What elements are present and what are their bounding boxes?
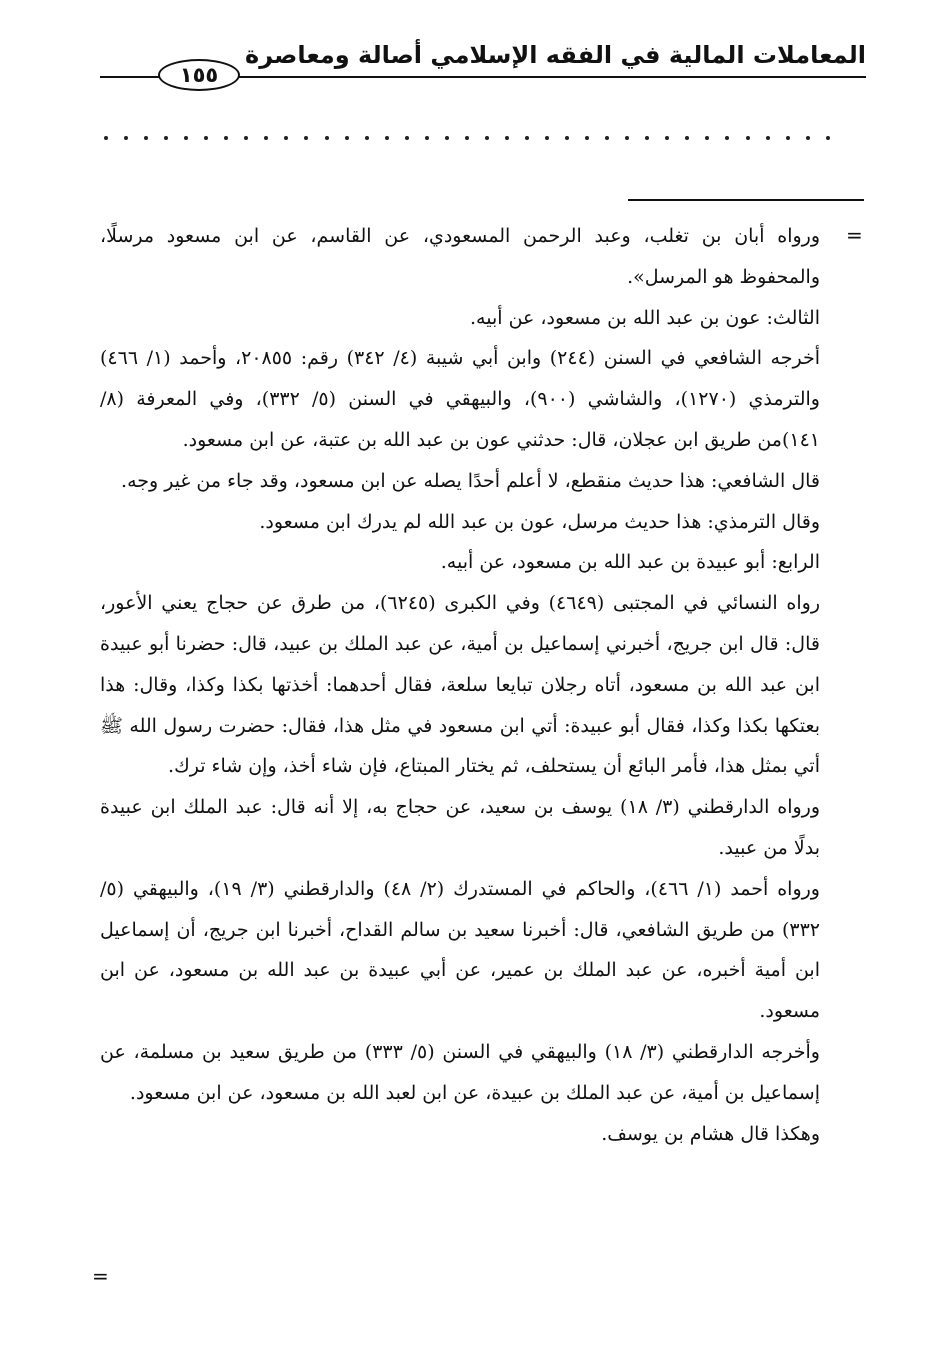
paragraph-1: ورواه أبان بن تغلب، وعبد الرحمن المسعودي، عن القاسم، عن ابن مسعود مرسلًا، والمحفوظ هو المرسل».: [100, 225, 820, 288]
separator-dot: [144, 136, 148, 140]
separator-dot: [405, 136, 409, 140]
separator-dot: [746, 136, 750, 140]
paragraph-5: وقال الترمذي: هذا حديث مرسل، عون بن عبد الله لم يدرك ابن مسعود.: [259, 510, 820, 533]
separator-dot: [425, 136, 429, 140]
separator-dot: [365, 136, 369, 140]
separator-dot: [485, 136, 489, 140]
separator-dot: [184, 136, 188, 140]
separator-dot: [465, 136, 469, 140]
footnote-rule: [628, 199, 864, 201]
separator-dot: [786, 136, 790, 140]
paragraph-4: قال الشافعي: هذا حديث منقطع، لا أعلم أحدًا يصله عن ابن مسعود، وقد جاء من غير وجه.: [121, 469, 820, 492]
separator-dot: [525, 136, 529, 140]
separator-dot: [104, 136, 108, 140]
paragraph-11: وهكذا قال هشام بن يوسف.: [601, 1122, 820, 1145]
separator-dot: [665, 136, 669, 140]
separator-dot: [284, 136, 288, 140]
separator-dot: [445, 136, 449, 140]
paragraph-6: الرابع: أبو عبيدة بن عبد الله بن مسعود، عن أبيه.: [440, 551, 820, 574]
paragraph-9: ورواه أحمد (١/ ٤٦٦)، والحاكم في المستدرك (٢/ ٤٨) والدارقطني (٣/ ١٩)، والبيهقي (٥/ ٣٣٢) من طريق الشافعي، قال: أخبرنا سعيد بن سالم القداح، أخبرنا ابن جريج، أن إسماعيل ابن أمية أخبره، عن عبد الملك بن عمير، عن أبي عبيدة بن عبد الله بن مسعود، عن ابن مسعود.: [100, 877, 820, 1023]
separator-dot: [505, 136, 509, 140]
paragraph-7: رواه النسائي في المجتبى (٤٦٤٩) وفي الكبرى (٦٢٤٥)، من طرق عن حجاج يعني الأعور، قال: قال ابن جريج، أخبرني إسماعيل بن أمية، عن عبد الملك بن عبيد، قال: حضرنا أبو عبيدة ابن عبد الله بن مسعود، أتاه رجلان تبايعا سلعة، فقال أحدهما: أخذتها بكذا وكذا، وقال: هذا بعتكها بكذا وكذا، فقال أبو عبيدة: أتي ابن مسعود في مثل هذا، فقال: حضرت رسول الله ﷺ أتي بمثل هذا، فأمر البائع أن يستحلف، ثم يختار المبتاع، فإن شاء أخذ، وإن شاء ترك.: [100, 592, 821, 778]
separator-dot: [766, 136, 770, 140]
separator-dot: [224, 136, 228, 140]
separator-dot: [164, 136, 168, 140]
continuation-mark-bottom: =: [92, 1264, 109, 1288]
separator-dot: [645, 136, 649, 140]
separator-dot: [124, 136, 128, 140]
page-number-badge: ١٥٥: [158, 59, 240, 91]
separator-dot: [304, 136, 308, 140]
dotted-separator: [104, 136, 830, 140]
separator-dot: [826, 136, 830, 140]
separator-dot: [264, 136, 268, 140]
separator-dot: [244, 136, 248, 140]
footnote-text: [100, 216, 820, 1154]
separator-dot: [705, 136, 709, 140]
separator-dot: [625, 136, 629, 140]
separator-dot: [605, 136, 609, 140]
separator-dot: [685, 136, 689, 140]
separator-dot: [385, 136, 389, 140]
separator-dot: [325, 136, 329, 140]
paragraph-10: وأخرجه الدارقطني (٣/ ١٨) والبيهقي في السنن (٥/ ٣٣٣) من طريق سعيد بن مسلمة، عن إسماعيل بن أمية، عن عبد الملك بن عبيدة، عن ابن لعبد الله بن مسعود، عن ابن مسعود.: [100, 1040, 820, 1104]
running-header-title: المعاملات المالية في الفقه الإسلامي أصالة ومعاصرة: [245, 41, 866, 69]
separator-dot: [725, 136, 729, 140]
paragraph-3: أخرجه الشافعي في السنن (٢٤٤) وابن أبي شيبة (٤/ ٣٤٢) رقم: ٢٠٨٥٥، وأحمد (١/ ٤٦٦) والترمذي (١٢٧٠)، والشاشي (٩٠٠)، والبيهقي في السنن (٥/ ٣٣٢)، وفي المعرفة (٨/ ١٤١)من طريق ابن عجلان، قال: حدثني عون بن عبد الله بن عتبة، عن ابن مسعود.: [100, 347, 820, 451]
separator-dot: [545, 136, 549, 140]
separator-dot: [565, 136, 569, 140]
separator-dot: [806, 136, 810, 140]
continuation-mark-top: =: [846, 223, 863, 247]
paragraph-8: ورواه الدارقطني (٣/ ١٨) يوسف بن سعيد، عن حجاج به، إلا أنه قال: عبد الملك ابن عبيدة بدلًا من عبيد.: [100, 796, 821, 859]
separator-dot: [585, 136, 589, 140]
separator-dot: [204, 136, 208, 140]
paragraph-2: الثالث: عون بن عبد الله بن مسعود، عن أبيه.: [470, 306, 820, 329]
separator-dot: [345, 136, 349, 140]
